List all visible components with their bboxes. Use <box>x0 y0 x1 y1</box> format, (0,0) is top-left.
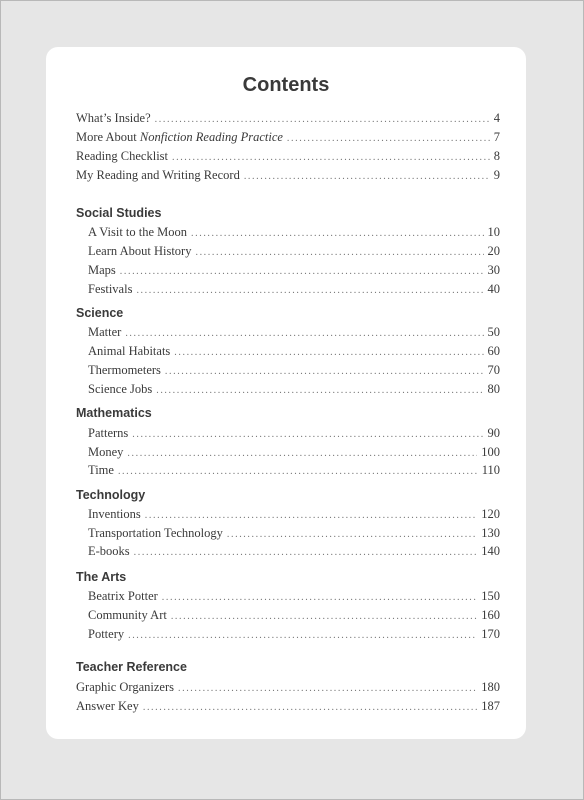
toc-entry-label: My Reading and Writing Record <box>76 168 240 182</box>
toc-entry[interactable] <box>46 678 526 697</box>
toc-entry-page: 20 <box>487 244 500 258</box>
toc-entry-label: Money <box>88 445 124 459</box>
toc-entry[interactable] <box>46 261 526 280</box>
leader-dots <box>178 679 477 698</box>
leader-dots <box>244 167 490 186</box>
toc-entry[interactable] <box>46 461 526 480</box>
toc-entry[interactable] <box>46 424 526 443</box>
leader-dots <box>174 343 483 362</box>
leader-dots <box>165 362 484 381</box>
toc-entry-label: What’s Inside? <box>76 111 151 125</box>
toc-entry-label: More About Nonfiction Reading Practice <box>76 130 283 144</box>
toc-entry-label: Graphic Organizers <box>76 680 174 694</box>
toc-entry[interactable] <box>46 147 526 166</box>
toc-entry-page: 4 <box>493 111 500 125</box>
toc-entry-page: 50 <box>487 325 500 339</box>
leader-dots <box>128 626 477 645</box>
toc-entry-label: Science Jobs <box>88 382 153 396</box>
toc-entry-label: Learn About History <box>88 244 192 258</box>
toc-entry-label: Animal Habitats <box>88 344 171 358</box>
toc-entry[interactable] <box>46 128 526 147</box>
toc-entry[interactable] <box>46 380 526 399</box>
toc-entry-page: 10 <box>487 225 500 239</box>
leader-dots <box>162 588 477 607</box>
toc-entry-page: 160 <box>481 608 500 622</box>
toc-entry-label: Thermometers <box>88 363 161 377</box>
leader-dots <box>125 324 483 343</box>
toc-entry-page: 130 <box>481 526 500 540</box>
section-heading: Science <box>76 306 124 320</box>
toc-entry[interactable] <box>46 223 526 242</box>
toc-entry-label: Reading Checklist <box>76 149 168 163</box>
leader-dots <box>134 543 478 562</box>
toc-entry[interactable] <box>46 361 526 380</box>
toc-entry-page: 100 <box>481 445 500 459</box>
toc-entry-page: 140 <box>481 544 500 558</box>
toc-entry-page: 7 <box>493 130 500 144</box>
toc-entry-page: 180 <box>481 680 500 694</box>
toc-entry[interactable] <box>46 166 526 185</box>
toc-entry[interactable] <box>46 109 526 128</box>
leader-dots <box>287 129 490 148</box>
toc-entry-page: 40 <box>487 282 500 296</box>
toc-entry[interactable] <box>46 342 526 361</box>
section-heading: The Arts <box>76 570 127 584</box>
leader-dots <box>143 698 477 717</box>
toc-entry-page: 80 <box>487 382 500 396</box>
leader-dots <box>171 607 477 626</box>
toc-entry[interactable] <box>46 587 526 606</box>
section-heading: Social Studies <box>76 206 162 220</box>
toc-entry-page: 170 <box>481 627 500 641</box>
toc-entry[interactable] <box>46 505 526 524</box>
toc-entry-page: 187 <box>481 699 500 713</box>
leader-dots <box>191 224 483 243</box>
toc-entry-label: Festivals <box>88 282 133 296</box>
leader-dots <box>195 243 483 262</box>
toc-entry-label: Community Art <box>88 608 167 622</box>
toc-entry-label: A Visit to the Moon <box>88 225 188 239</box>
toc-entry[interactable] <box>46 542 526 561</box>
leader-dots <box>120 262 484 281</box>
toc-entry[interactable] <box>46 606 526 625</box>
toc-entry-label: Pottery <box>88 627 125 641</box>
toc-entry-page: 70 <box>487 363 500 377</box>
leader-dots <box>136 281 483 300</box>
toc-entry[interactable] <box>46 524 526 543</box>
leader-dots <box>145 506 477 525</box>
leader-dots <box>156 381 483 400</box>
toc-entry-label: Maps <box>88 263 116 277</box>
toc-entry[interactable] <box>46 697 526 716</box>
leader-dots <box>172 148 490 167</box>
toc-entry-label: Beatrix Potter <box>88 589 158 603</box>
contents-card <box>46 47 526 739</box>
leader-dots <box>132 425 483 444</box>
toc-entry[interactable] <box>46 443 526 462</box>
toc-entry-label: E-books <box>88 544 130 558</box>
toc-entry-page: 110 <box>481 463 500 477</box>
toc-entry-label: Inventions <box>88 507 141 521</box>
toc-entry-page: 30 <box>487 263 500 277</box>
toc-entry-label: Matter <box>88 325 122 339</box>
toc-entry-page: 60 <box>487 344 500 358</box>
toc-entry[interactable] <box>46 323 526 342</box>
leader-dots <box>155 110 490 129</box>
toc-entry-page: 9 <box>493 168 500 182</box>
section-heading: Technology <box>76 488 146 502</box>
toc-entry[interactable] <box>46 625 526 644</box>
toc-entry-page: 150 <box>481 589 500 603</box>
page-title: Contents <box>242 74 330 96</box>
leader-dots <box>118 462 478 481</box>
section-heading: Mathematics <box>76 406 152 420</box>
toc-entry[interactable] <box>46 242 526 261</box>
toc-entry-label: Patterns <box>88 426 129 440</box>
toc-entry-label: Time <box>88 463 114 477</box>
toc-entry-label: Answer Key <box>76 699 139 713</box>
toc-entry-page: 90 <box>487 426 500 440</box>
toc-entry-label: Transportation Technology <box>88 526 223 540</box>
toc-entry-page: 120 <box>481 507 500 521</box>
section-heading: Teacher Reference <box>76 660 187 674</box>
toc-entry[interactable] <box>46 280 526 299</box>
toc-entry-page: 8 <box>493 149 500 163</box>
